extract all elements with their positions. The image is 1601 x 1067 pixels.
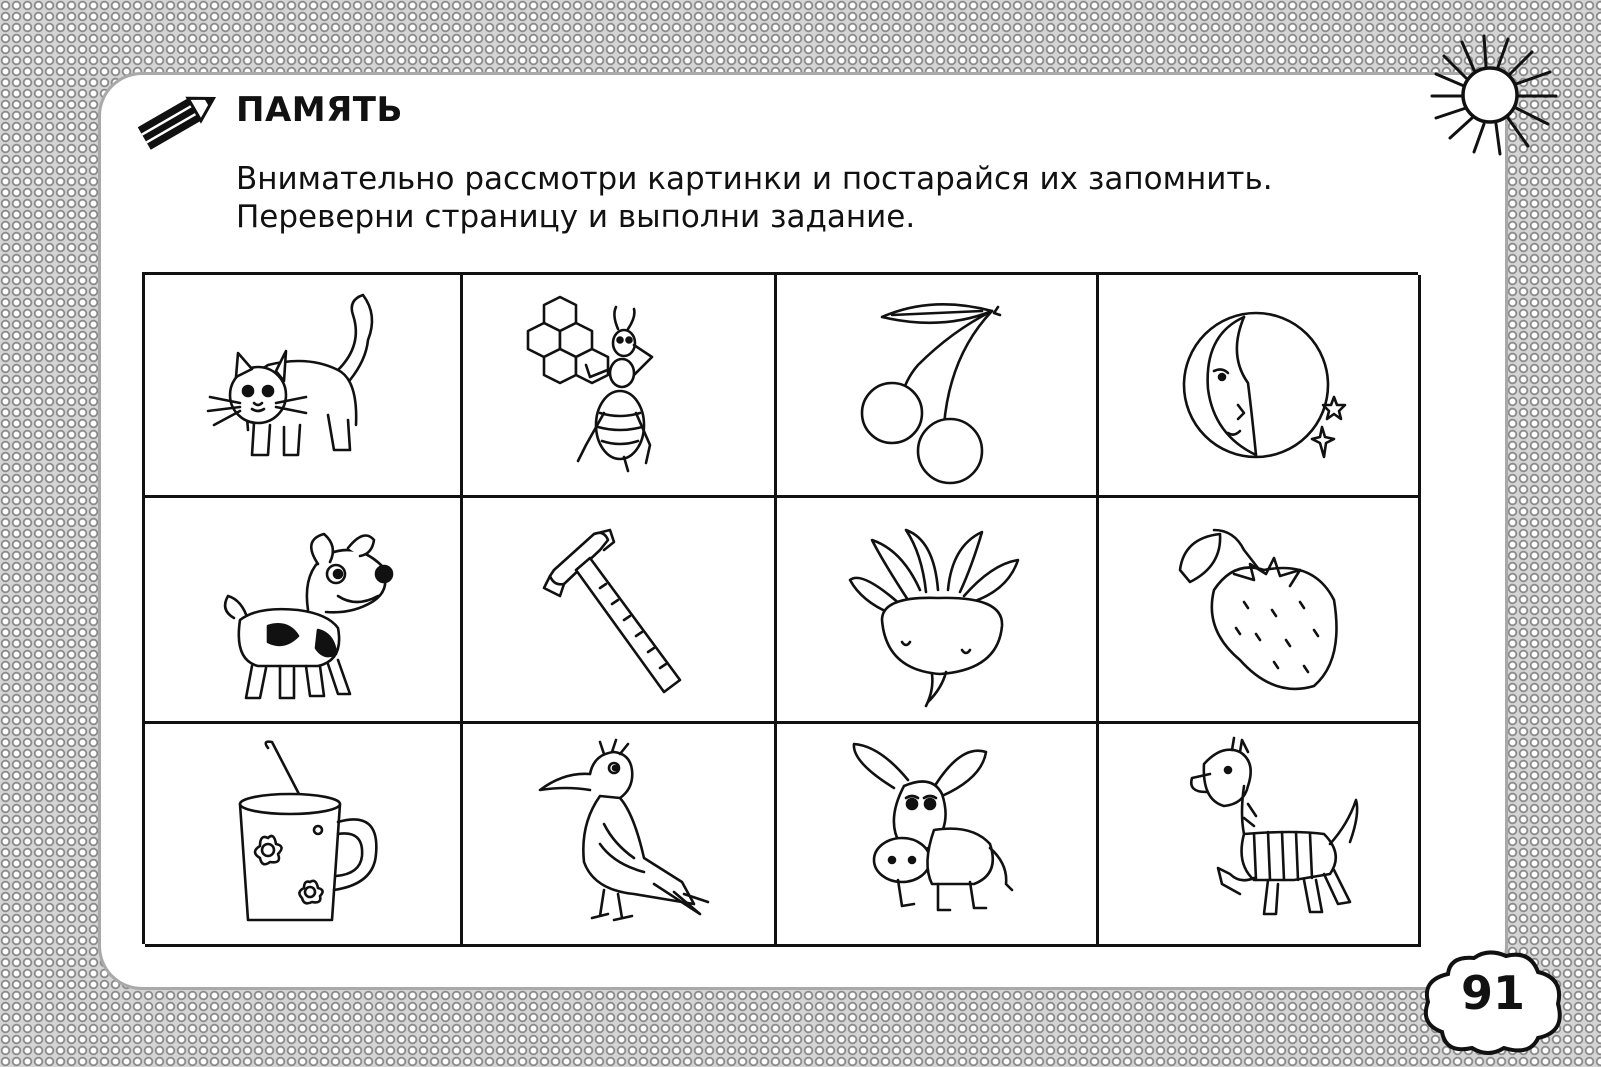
- mug-icon: [188, 734, 418, 934]
- moon-icon: [1144, 285, 1374, 485]
- cherry-icon: [822, 285, 1052, 485]
- picture-cell-zebra: [1099, 724, 1421, 947]
- picture-cell-dog: [145, 498, 463, 724]
- picture-cell-donkey: [777, 724, 1099, 947]
- sun-icon: [1428, 34, 1560, 158]
- hammer-icon: [504, 510, 734, 710]
- picture-cell-radish: [777, 498, 1099, 724]
- donkey-icon: [822, 734, 1052, 934]
- instruction-line-2: Переверни страницу и выполни задание.: [236, 199, 916, 235]
- picture-cell-hammer: [463, 498, 777, 724]
- radish-icon: [822, 510, 1052, 710]
- picture-cell-bird: [463, 724, 777, 947]
- picture-cell-moon: [1099, 275, 1421, 498]
- ant-icon: [504, 285, 734, 485]
- cat-icon: [188, 285, 418, 485]
- picture-cell-cherries: [777, 275, 1099, 498]
- strawberry-icon: [1144, 510, 1374, 710]
- dog-icon: [188, 510, 418, 710]
- page-number: 91: [1460, 966, 1525, 1020]
- picture-cell-cat: [145, 275, 463, 498]
- instruction-line-1: Внимательно рассмотри картинки и постарайся их запомнить.: [236, 161, 1273, 197]
- section-title: ПАМЯТЬ: [236, 90, 403, 130]
- picture-cell-ant: [463, 275, 777, 498]
- picture-cell-mug: [145, 724, 463, 947]
- pictures-grid: [142, 272, 1418, 944]
- pencil-icon: [133, 86, 223, 152]
- picture-cell-strawberry: [1099, 498, 1421, 724]
- zebra-icon: [1144, 734, 1374, 934]
- bird-icon: [504, 734, 734, 934]
- instructions: [236, 160, 1436, 236]
